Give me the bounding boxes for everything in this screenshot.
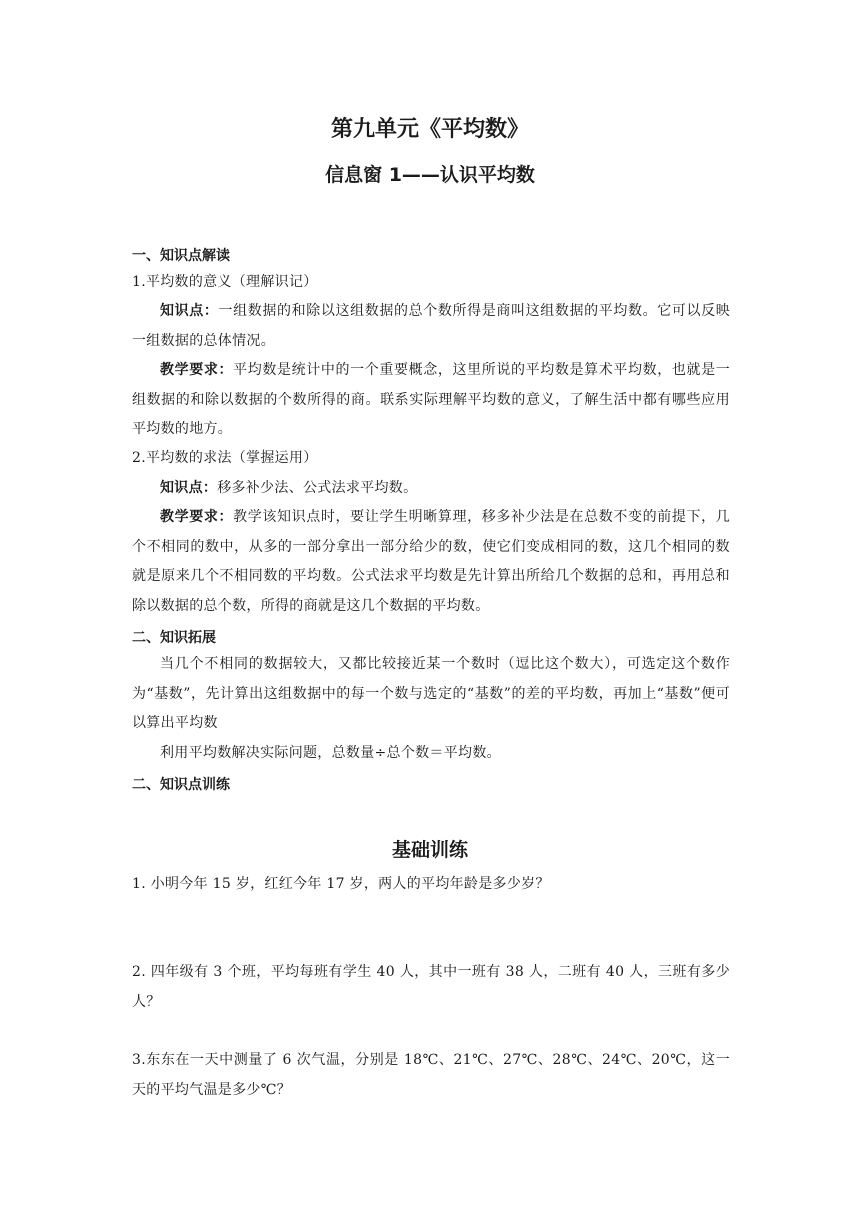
knowledge-text: 移多补少法、公式法求平均数。 (217, 480, 418, 496)
requirement-text: 教学该知识点时，要让学生明晰算理，移多补少法是在总数不变的前提下，几个不相同的数中，从多的一部分拿出一部分给少的数，使它们变成相同的数，这几个相同的数就是原来几个不相同数的平均数。公式法求平均数是先计算出所给几个数据的总和，再用总和除以数据的总个数，所得的商就是这几个数据的平均数。 (132, 509, 731, 614)
requirement-text: 平均数是统计中的一个重要概念，这里所说的平均数是算术平均数，也就是一组数据的和除以数据的个数所得的商。联系实际理解平均数的意义，了解生活中都有哪些应用平均数的地方。 (132, 362, 731, 437)
question-2: 2. 四年级有 3 个班，平均每班有学生 40 人，其中一班有 38 人，二班有 40 人，三班有多少人？ (132, 964, 730, 1010)
section-heading-training: 二、知识点训练 (132, 777, 230, 793)
item1-knowledge (132, 297, 730, 356)
section-heading-knowledge-points: 一、知识点解读 (132, 248, 230, 264)
unit-title: 第九单元《平均数》 (330, 117, 529, 142)
extension-formula: 利用平均数解决实际问题，总数量÷总个数＝平均数。 (160, 745, 501, 761)
item1-requirement (132, 356, 730, 445)
question-3: 3.东东在一天中测量了 6 次气温，分别是 18℃、21℃、27℃、28℃、24℃、20℃，这一天的平均气温是多少℃？ (132, 1052, 730, 1098)
item2-title: 2.平均数的求法（掌握运用） (132, 450, 318, 466)
knowledge-label: 知识点： (160, 480, 218, 496)
item2-knowledge (132, 474, 730, 504)
requirement-label: 教学要求： (160, 509, 234, 525)
section-heading-extension: 二、知识拓展 (132, 630, 216, 646)
question-1: 1. 小明今年 15 岁，红红今年 17 岁，两人的平均年龄是多少岁？ (132, 876, 550, 892)
knowledge-label: 知识点： (160, 303, 219, 319)
lesson-subtitle: 信息窗 1——认识平均数 (325, 164, 535, 186)
training-title: 基础训练 (391, 839, 468, 861)
knowledge-text: 一组数据的和除以这组数据的总个数所得是商叫这组数据的平均数。它可以反映一组数据的总体情况。 (132, 303, 730, 349)
extension-paragraph: 当几个不相同的数据较大，又都比较接近某一个数时（逗比这个数大），可选定这个数作为“基数”，先计算出这组数据中的每一个数与选定的“基数”的差的平均数，再加上“基数”便可以算出平均数 (132, 656, 730, 731)
item2-requirement (132, 503, 730, 621)
requirement-label: 教学要求： (160, 362, 234, 378)
item1-title: 1.平均数的意义（理解识记） (132, 274, 318, 290)
